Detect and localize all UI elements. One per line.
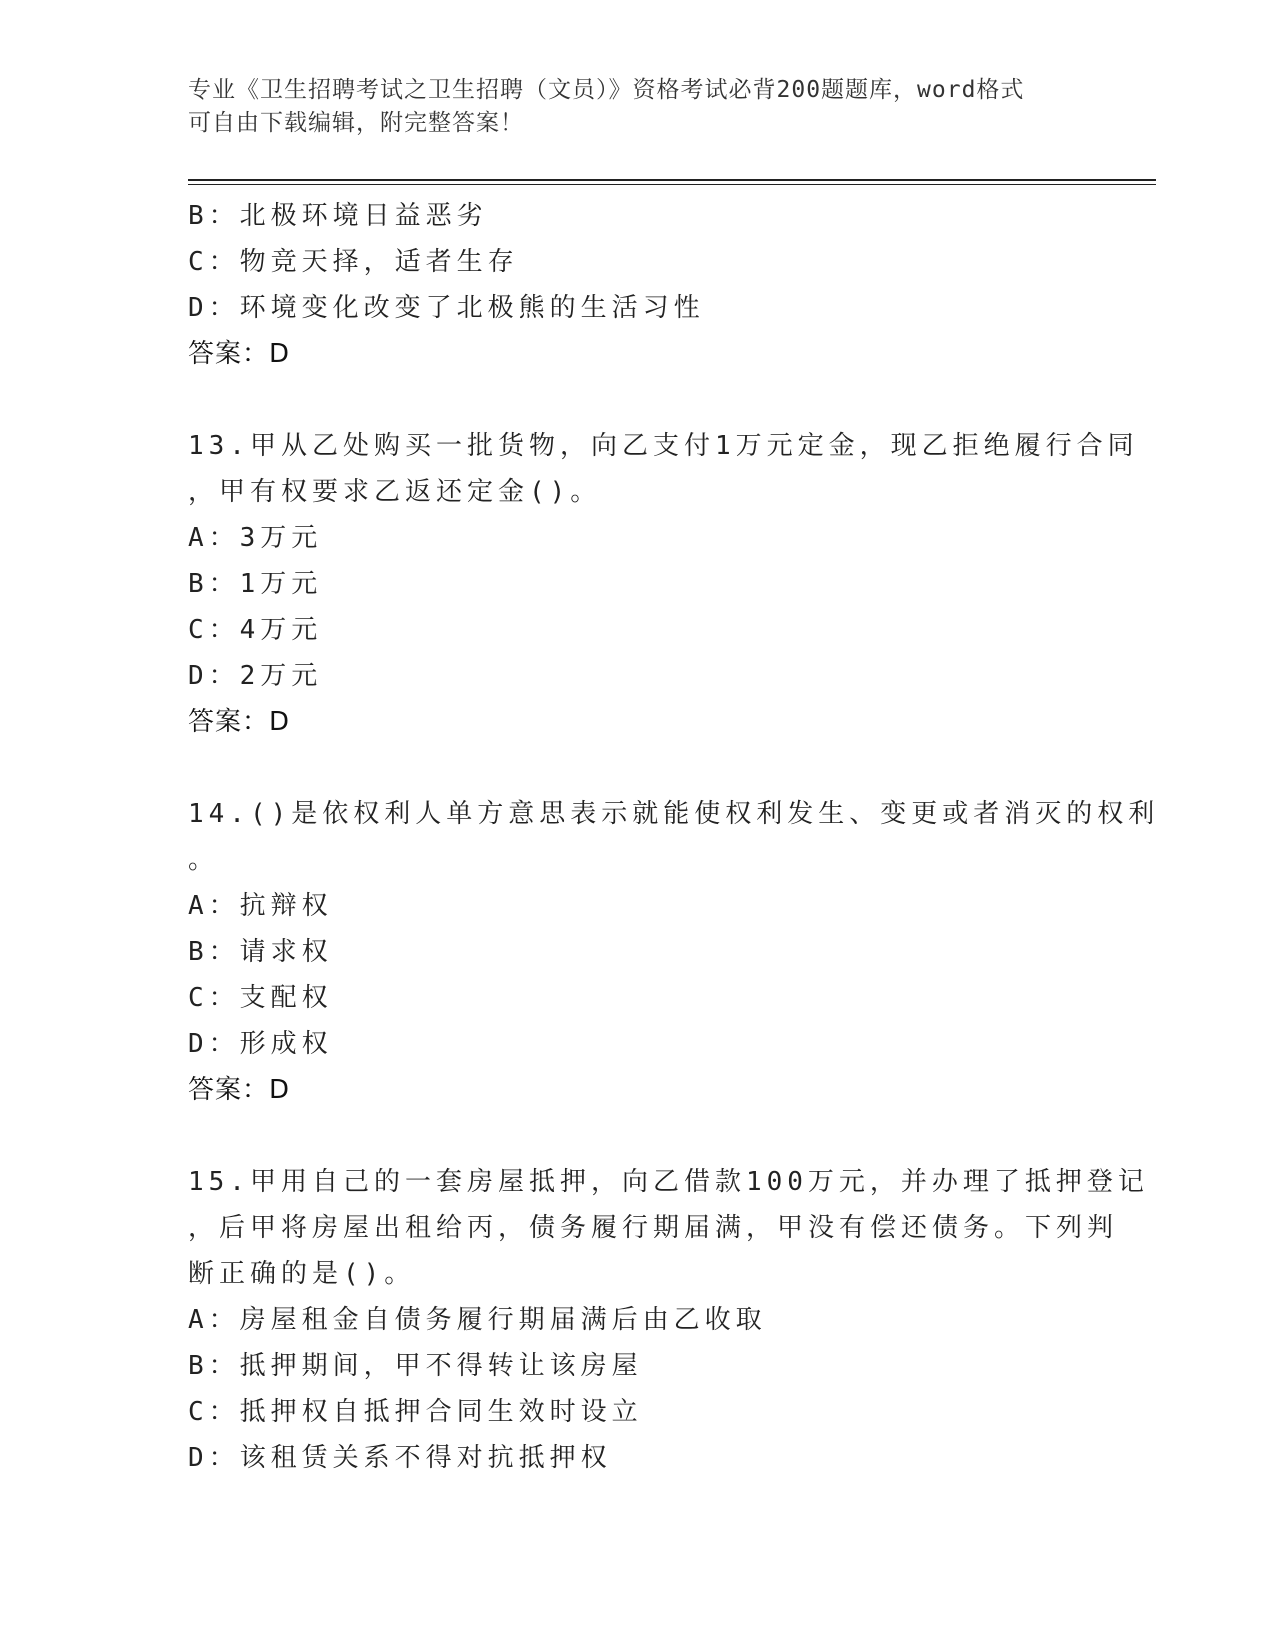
option-c: C：物竞天择，适者生存	[188, 247, 519, 277]
header-divider-bottom	[188, 184, 1156, 185]
option-d: D：环境变化改变了北极熊的生活习性	[188, 293, 705, 323]
question-stem-line: 。	[188, 845, 220, 875]
header-line-1: 专业《卫生招聘考试之卫生招聘（文员）》资格考试必背200题题库，word格式	[188, 77, 1025, 103]
question-15	[188, 1159, 1149, 1481]
option-c: C：4万元	[188, 615, 323, 645]
option-a: A：房屋租金自债务履行期届满后由乙收取	[188, 1305, 767, 1335]
option-d: D：2万元	[188, 661, 323, 691]
question-stem-line: 13.甲从乙处购买一批货物，向乙支付1万元定金，现乙拒绝履行合同	[188, 431, 1139, 461]
option-c: C：抵押权自抵押合同生效时设立	[188, 1397, 643, 1427]
question-13	[188, 423, 1139, 745]
answer-label: 答案：D	[188, 1075, 291, 1105]
question-stem-line: 15.甲用自己的一套房屋抵押，向乙借款100万元，并办理了抵押登记	[188, 1167, 1149, 1197]
option-a: A：抗辩权	[188, 891, 333, 921]
option-b: B：北极环境日益恶劣	[188, 201, 488, 231]
option-b: B：请求权	[188, 937, 333, 967]
question-14	[188, 791, 1160, 1113]
question-list	[188, 193, 1160, 1481]
spacer	[188, 377, 1088, 423]
question-stem-line: 14.()是依权利人单方意思表示就能使权利发生、变更或者消灭的权利	[188, 799, 1160, 829]
document-header	[188, 74, 1088, 140]
question-stem-line: 断正确的是()。	[188, 1259, 416, 1289]
header-line-2: 可自由下载编辑，附完整答案！	[188, 110, 524, 136]
spacer	[188, 1113, 1088, 1159]
option-d: D：形成权	[188, 1029, 333, 1059]
question-stem-line: ，甲有权要求乙返还定金()。	[188, 477, 602, 507]
option-d: D：该租赁关系不得对抗抵押权	[188, 1443, 612, 1473]
answer-label: 答案：D	[188, 707, 291, 737]
question-stem-line: ，后甲将房屋出租给丙，债务履行期届满，甲没有偿还债务。下列判	[188, 1213, 1119, 1243]
question-12-tail	[188, 193, 1088, 377]
spacer	[188, 745, 1088, 791]
answer-label: 答案：D	[188, 339, 291, 369]
header-divider-top	[188, 179, 1156, 181]
option-a: A：3万元	[188, 523, 323, 553]
option-b: B：1万元	[188, 569, 323, 599]
option-c: C：支配权	[188, 983, 333, 1013]
option-b: B：抵押期间，甲不得转让该房屋	[188, 1351, 643, 1381]
